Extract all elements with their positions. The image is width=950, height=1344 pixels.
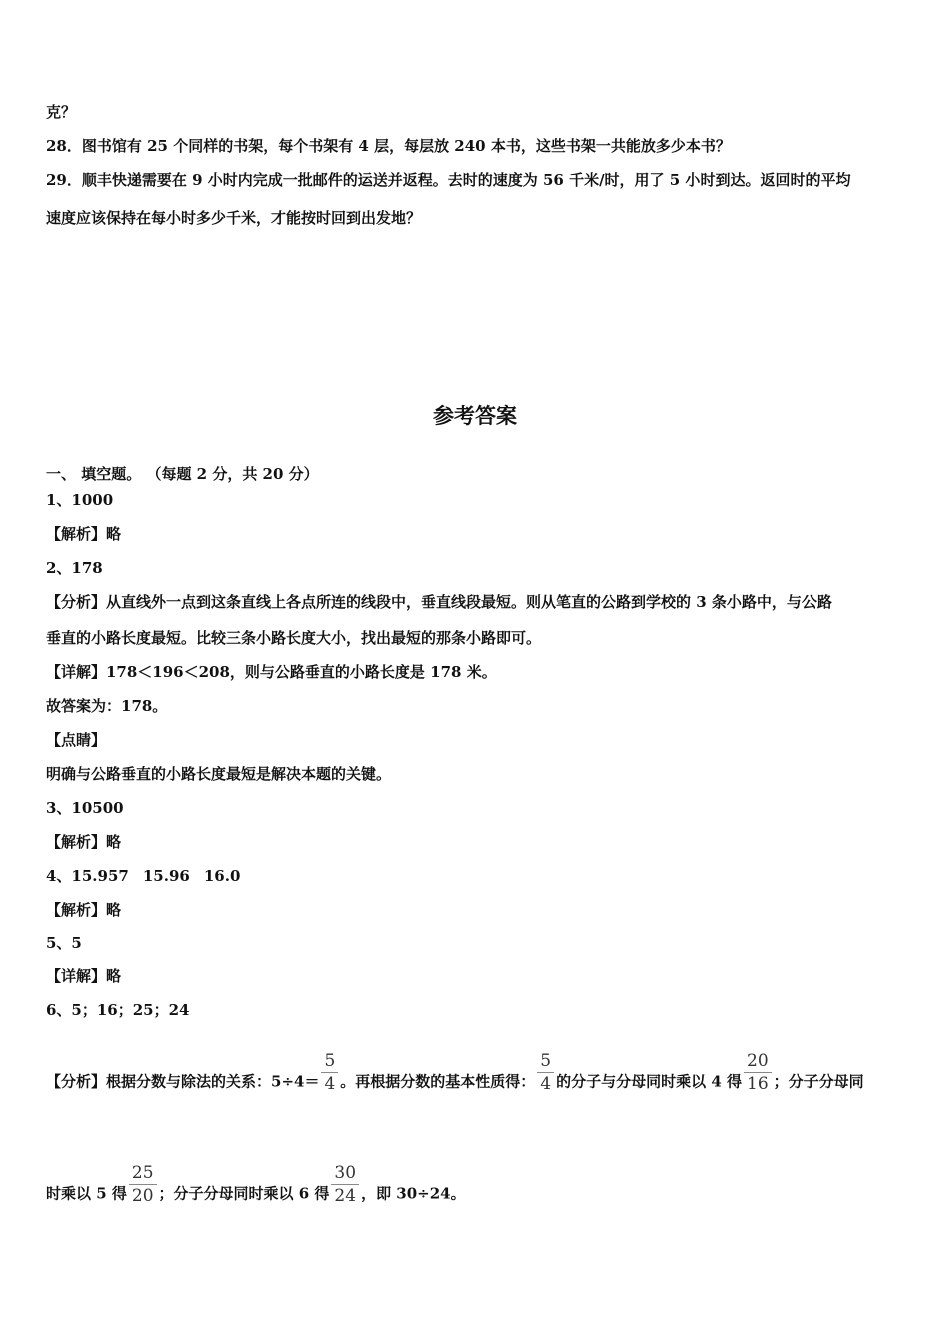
- fraction-denominator: 20: [129, 1184, 157, 1207]
- answer-6: 6、5；16；25；24: [46, 1001, 190, 1019]
- answers-title: 参考答案: [433, 403, 517, 428]
- fraction-20-16: [744, 1050, 772, 1095]
- answer-6-text-2: 。再根据分数的基本性质得：: [340, 1072, 536, 1091]
- question-29-line2: 速度应该保持在每小时多少千米，才能按时回到出发地？: [46, 209, 422, 227]
- answer-2-tip: 明确与公路垂直的小路长度最短是解决本题的关键。: [46, 765, 392, 783]
- answer-6-text-4: ；分子分母同: [773, 1072, 864, 1091]
- fraction-denominator: 4: [537, 1072, 554, 1095]
- answer-6-text-5: 时乘以 5 得: [46, 1184, 127, 1203]
- answer-1-note: 【解析】略: [46, 525, 122, 543]
- answer-4: [46, 866, 240, 886]
- answer-2-conclusion: 故答案为：178。: [46, 697, 168, 715]
- answer-3: 3、10500: [46, 799, 124, 817]
- answer-4-value-b: 15.96: [142, 867, 190, 885]
- answer-6-text-1: 【分析】根据分数与除法的关系：5÷4＝: [46, 1072, 320, 1091]
- answer-4-value-c: 16.0: [203, 867, 241, 885]
- fraction-denominator: 24: [331, 1184, 359, 1207]
- fraction-5-4-second: [537, 1050, 554, 1095]
- answer-1: 1、1000: [46, 491, 114, 509]
- section-heading: 一、 填空题。 （每题 2 分，共 20 分）: [46, 465, 319, 483]
- answer-2: 2、178: [46, 559, 103, 577]
- answer-3-note: 【解析】略: [46, 833, 122, 851]
- answer-6-analysis-line2: [46, 1163, 466, 1217]
- fraction-25-20: [129, 1162, 157, 1207]
- fraction-denominator: 4: [321, 1072, 338, 1095]
- answer-4-value-a: 4、15.957: [46, 867, 129, 885]
- answer-2-analysis-line2: 垂直的小路长度最短。比较三条小路长度大小，找出最短的那条小路即可。: [46, 629, 542, 647]
- answer-5-note: 【详解】略: [46, 967, 122, 985]
- answer-2-analysis-line1: 【分析】从直线外一点到这条直线上各点所连的线段中，垂直线段最短。则从笔直的公路到学校的 3 条小路中，与公路: [46, 593, 832, 611]
- answer-5: 5、5: [46, 934, 82, 952]
- answer-6-analysis-line1: [46, 1051, 864, 1105]
- fraction-denominator: 16: [744, 1072, 772, 1095]
- answer-6-text-7: ，即 30÷24。: [361, 1184, 466, 1203]
- question-tail: 克？: [46, 103, 77, 121]
- fraction-numerator: 20: [747, 1051, 769, 1071]
- fraction-30-24: [331, 1162, 359, 1207]
- answer-6-text-3: 的分子与分母同时乘以 4 得: [556, 1072, 743, 1091]
- fraction-numerator: 25: [131, 1163, 154, 1183]
- fraction-numerator: 30: [334, 1163, 357, 1183]
- fraction-5-4: [321, 1050, 338, 1095]
- question-28: 28．图书馆有 25 个同样的书架，每个书架有 4 层，每层放 240 本书，这些书架一共能放多少本书？: [46, 137, 731, 155]
- answer-4-note: 【解析】略: [46, 901, 122, 919]
- question-29-line1: 29．顺丰快递需要在 9 小时内完成一批邮件的运送并返程。去时的速度为 56 千米/时，用了 5 小时到达。返回时的平均: [46, 171, 851, 189]
- answer-2-tip-label: 【点睛】: [46, 731, 107, 749]
- fraction-numerator: 5: [540, 1051, 552, 1071]
- fraction-numerator: 5: [324, 1051, 336, 1071]
- answer-2-detail: 【详解】178＜196＜208，则与公路垂直的小路长度是 178 米。: [46, 663, 497, 681]
- answer-6-text-6: ；分子分母同时乘以 6 得: [158, 1184, 330, 1203]
